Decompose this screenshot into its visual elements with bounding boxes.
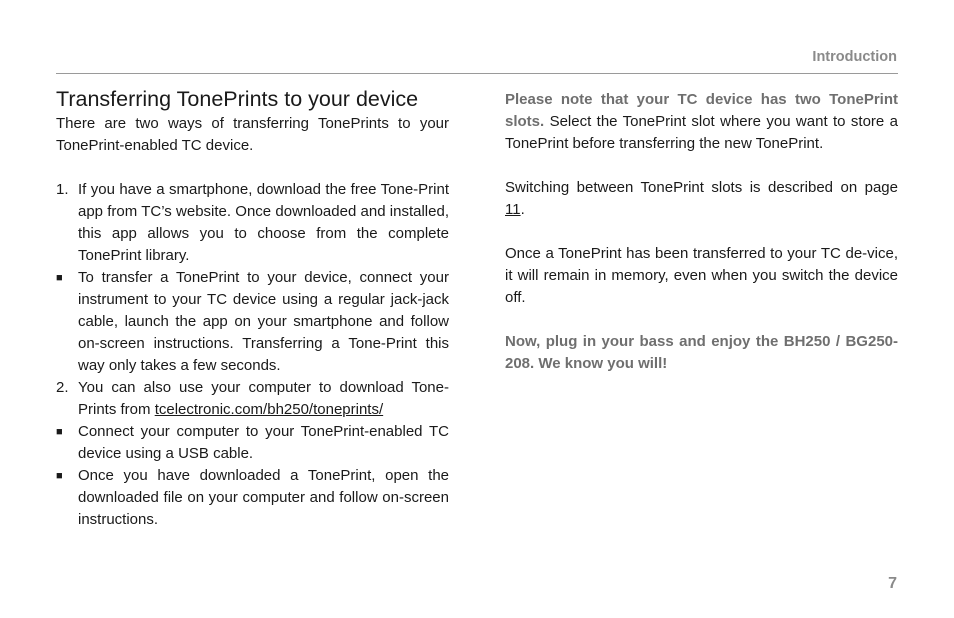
list-item bbox=[56, 179, 449, 267]
list-item bbox=[56, 465, 449, 531]
list-item bbox=[56, 421, 449, 465]
slots-note-text: Select the TonePrint slot where you want to store a TonePrint before transferring the new TonePrint. bbox=[505, 113, 898, 152]
switching-period: . bbox=[520, 201, 525, 218]
slots-note bbox=[505, 89, 898, 155]
list-item bbox=[56, 377, 449, 421]
left-column bbox=[56, 86, 449, 531]
header-divider bbox=[56, 73, 898, 74]
switching-paragraph bbox=[505, 177, 898, 221]
square-bullet-icon: ■ bbox=[56, 272, 63, 284]
list-item-text: You can also use your computer to download Tone-Prints from bbox=[78, 379, 449, 418]
list-number: 1. bbox=[56, 181, 69, 198]
square-bullet-icon: ■ bbox=[56, 470, 63, 482]
switching-text: Switching between TonePrint slots is described on page bbox=[505, 179, 898, 196]
right-column bbox=[505, 89, 898, 375]
section-header: Introduction bbox=[812, 49, 897, 65]
list-item-text: To transfer a TonePrint to your device, connect your instrument to your TC device using a regular jack-jack cable, launch the app on your smartphone and follow on-screen instructions. Transferring a Tone-Print this way only takes a few seconds. bbox=[78, 269, 449, 374]
list-item-text: Once you have downloaded a TonePrint, open the downloaded file on your computer and follow on-screen instructions. bbox=[78, 467, 449, 528]
list-item-text: Connect your computer to your TonePrint-enabled TC device using a USB cable. bbox=[78, 423, 449, 462]
square-bullet-icon: ■ bbox=[56, 426, 63, 438]
toneprints-website-link[interactable]: tcelectronic.com/bh250/toneprints/ bbox=[154, 401, 384, 418]
page-number: 7 bbox=[888, 575, 897, 592]
intro-paragraph: There are two ways of transferring TonePrints to your TonePrint-enabled TC device. bbox=[56, 115, 449, 154]
slots-note-bold: Please note that your TC device has two TonePrint slots. bbox=[505, 91, 898, 130]
spacer bbox=[505, 221, 898, 243]
list-item-text: If you have a smartphone, download the free Tone-Print app from TC’s website. Once downloaded and installed, this app allows you to choose from the complete TonePrint library. bbox=[78, 181, 449, 264]
list-number: 2. bbox=[56, 379, 69, 396]
page-title: Transferring TonePrints to your device bbox=[56, 87, 419, 111]
spacer bbox=[505, 155, 898, 177]
spacer bbox=[505, 309, 898, 331]
closing-paragraph: Now, plug in your bass and enjoy the BH250 / BG250-208. We know you will! bbox=[505, 333, 898, 372]
instruction-list bbox=[56, 179, 449, 531]
spacer bbox=[56, 157, 449, 179]
list-item bbox=[56, 267, 449, 377]
page-reference-link[interactable]: 11 bbox=[505, 201, 521, 218]
memory-paragraph: Once a TonePrint has been transferred to your TC de-vice, it will remain in memory, even when you switch the device off. bbox=[505, 245, 898, 306]
